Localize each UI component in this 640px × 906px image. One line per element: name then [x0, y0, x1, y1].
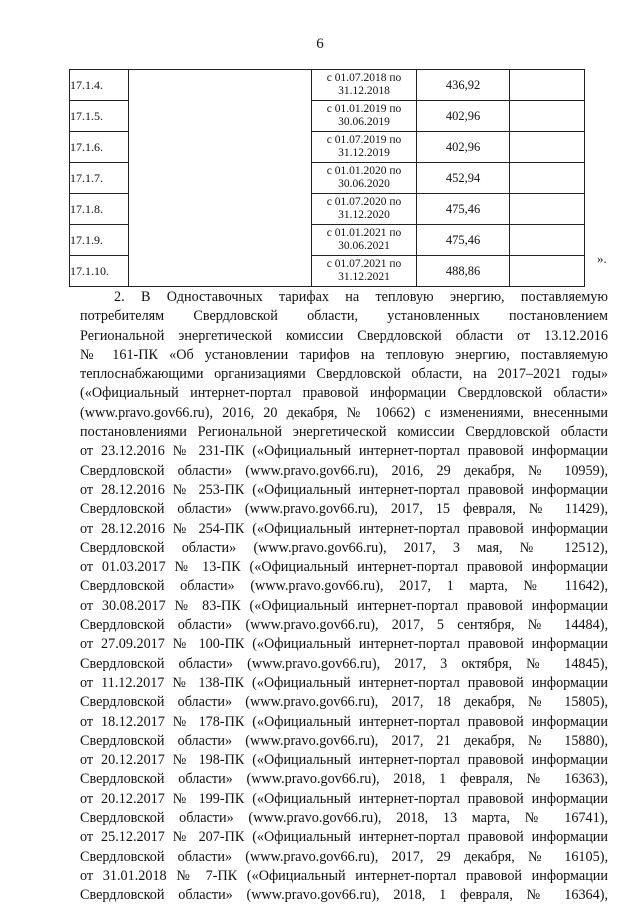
- paragraph-line: от 30.08.2017 № 83-ПК («Официальный интернет-портал правовой информации: [80, 597, 608, 614]
- paragraph-line: от 20.12.2017 № 198-ПК («Официальный интернет-портал правовой информации: [80, 752, 608, 769]
- tariff-value: 475,46: [417, 225, 510, 256]
- period-start: с 01.01.2020 по: [326, 165, 402, 177]
- paragraph-line: Свердловской области» (www.pravo.gov66.ru), 2017, 3 октября, № 14845),: [80, 655, 608, 672]
- period-cell: [312, 256, 417, 287]
- row-number: 17.1.7.: [70, 163, 129, 194]
- paragraph-line: постановлениями Региональной энергетической комиссии Свердловской области: [80, 424, 608, 441]
- paragraph-line: Свердловской области» (www.pravo.gov66.ru), 2018, 1 февраля, № 16363),: [80, 771, 608, 788]
- paragraph-line: Свердловской области» (www.pravo.gov66.ru), 2017, 29 декабря, № 16105),: [80, 848, 608, 865]
- paragraph-line: теплоснабжающими организациями Свердловской области, на 2017–2021 годы»: [80, 366, 608, 383]
- paragraph-line: от 28.12.2016 № 253-ПК («Официальный интернет-портал правовой информации: [80, 481, 608, 498]
- period-start: с 01.01.2019 по: [326, 103, 402, 115]
- row-number: 17.1.4.: [70, 70, 129, 101]
- tariff-table-body: [70, 70, 585, 287]
- table-row: [70, 70, 585, 101]
- period-end: 30.06.2021: [338, 240, 390, 252]
- paragraph-line: от 31.01.2018 № 7-ПК («Официальный интернет-портал правовой информации: [80, 867, 608, 884]
- page-number: 6: [316, 36, 324, 52]
- row-number: 17.1.5.: [70, 101, 129, 132]
- paragraph-line: 2. В Одноставочных тарифах на тепловую энергию, поставляемую: [114, 289, 608, 305]
- period-end: 31.12.2020: [338, 209, 390, 221]
- paragraph-line: от 27.09.2017 № 100-ПК («Официальный интернет-портал правовой информации: [80, 636, 608, 653]
- paragraph-line: Свердловской области» (www.pravo.gov66.ru), 2017, 15 февраля, № 11429),: [80, 501, 608, 518]
- tariff-value: 436,92: [417, 70, 510, 101]
- period-start: с 01.07.2021 по: [326, 258, 402, 270]
- tariff-value: 488,86: [417, 256, 510, 287]
- empty-cell: [510, 101, 585, 132]
- period-end: 31.12.2019: [338, 147, 390, 159]
- merged-blank-cell: [129, 70, 312, 287]
- empty-cell: [510, 256, 585, 287]
- paragraph-line: Свердловской области» (www.pravo.gov66.ru), 2017, 18 декабря, № 15805),: [80, 694, 608, 711]
- paragraph-line: Свердловской области» (www.pravo.gov66.ru), 2017, 3 мая, № 12512),: [80, 539, 608, 556]
- paragraph-line: от 18.12.2017 № 178-ПК («Официальный интернет-портал правовой информации: [80, 713, 608, 730]
- row-number: 17.1.9.: [70, 225, 129, 256]
- period-end: 30.06.2020: [338, 178, 390, 190]
- empty-cell: [510, 194, 585, 225]
- paragraph-line: от 11.12.2017 № 138-ПК («Официальный интернет-портал правовой информации: [80, 674, 608, 691]
- period-cell: [312, 163, 417, 194]
- row-number: 17.1.10.: [70, 256, 129, 287]
- paragraph-line: (www.pravo.gov66.ru), 2016, 20 декабря, № 10662) с изменениями, внесенными: [80, 404, 608, 421]
- period-start: с 01.07.2020 по: [326, 196, 402, 208]
- paragraph-line: («Официальный интернет-портал правовой информации Свердловской области»: [80, 385, 608, 402]
- tariff-value: 402,96: [417, 132, 510, 163]
- period-start: с 01.07.2019 по: [326, 134, 402, 146]
- period-end: 31.12.2021: [338, 271, 390, 283]
- empty-cell: [510, 163, 585, 194]
- paragraph-line: Свердловской области» (www.pravo.gov66.ru), 2018, 1 февраля, № 16364),: [80, 887, 608, 904]
- tariff-value: 452,94: [417, 163, 510, 194]
- paragraph-line: от 23.12.2016 № 231-ПК («Официальный интернет-портал правовой информации: [80, 443, 608, 460]
- paragraph-2: [80, 288, 608, 906]
- paragraph-line: Свердловской области» (www.pravo.gov66.ru), 2017, 1 марта, № 11642),: [80, 578, 608, 595]
- table-closing-mark: ».: [597, 251, 607, 266]
- paragraph-line: потребителям Свердловской области, установленных постановлением: [80, 308, 608, 325]
- paragraph-line: Свердловской области» (www.pravo.gov66.ru), 2018, 13 марта, № 16741),: [80, 810, 608, 827]
- empty-cell: [510, 70, 585, 101]
- paragraph-line: Региональной энергетической комиссии Свердловской области от 13.12.2016: [80, 327, 608, 344]
- row-number: 17.1.6.: [70, 132, 129, 163]
- row-number: 17.1.8.: [70, 194, 129, 225]
- paragraph-line: от 01.03.2017 № 13-ПК («Официальный интернет-портал правовой информации: [80, 559, 608, 576]
- paragraph-line: Свердловской области» (www.pravo.gov66.ru), 2017, 21 декабря, № 15880),: [80, 732, 608, 749]
- period-start: с 01.07.2018 по: [326, 72, 402, 84]
- period-cell: [312, 194, 417, 225]
- period-end: 31.12.2018: [338, 85, 390, 97]
- paragraph-line: № 161-ПК «Об установлении тарифов на тепловую энергию, поставляемую: [80, 346, 608, 363]
- period-cell: [312, 225, 417, 256]
- period-cell: [312, 132, 417, 163]
- paragraph-line: Свердловской области» (www.pravo.gov66.ru), 2016, 29 декабря, № 10959),: [80, 462, 608, 479]
- empty-cell: [510, 225, 585, 256]
- paragraph-line: Свердловской области» (www.pravo.gov66.ru), 2017, 5 сентября, № 14484),: [80, 617, 608, 634]
- period-start: с 01.01.2021 по: [326, 227, 402, 239]
- paragraph-line: от 20.12.2017 № 199-ПК («Официальный интернет-портал правовой информации: [80, 790, 608, 807]
- empty-cell: [510, 132, 585, 163]
- period-end: 30.06.2019: [338, 116, 390, 128]
- tariff-value: 402,96: [417, 101, 510, 132]
- tariff-value: 475,46: [417, 194, 510, 225]
- period-cell: [312, 70, 417, 101]
- tariff-table: [69, 69, 585, 287]
- paragraph-line: от 28.12.2016 № 254-ПК («Официальный интернет-портал правовой информации: [80, 520, 608, 537]
- period-cell: [312, 101, 417, 132]
- paragraph-line: от 25.12.2017 № 207-ПК («Официальный интернет-портал правовой информации: [80, 829, 608, 846]
